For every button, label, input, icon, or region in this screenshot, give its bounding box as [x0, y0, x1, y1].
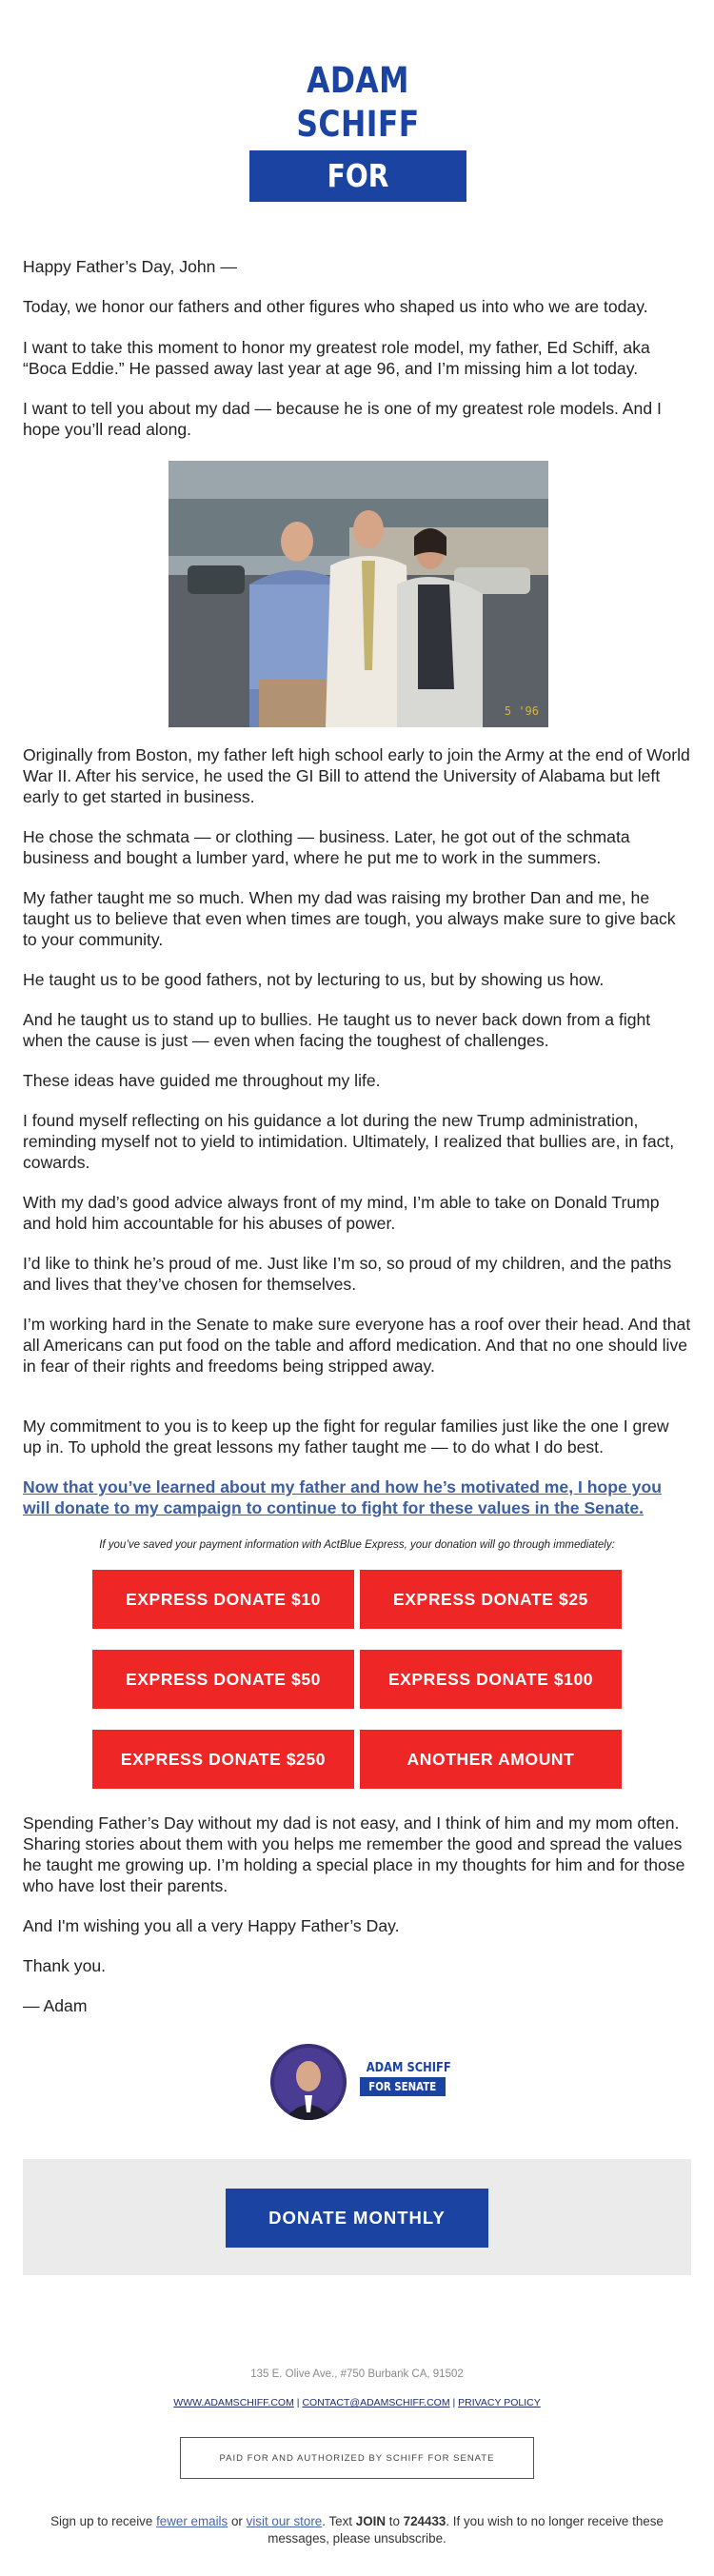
another-amount-button[interactable]: ANOTHER AMOUNT: [360, 1730, 622, 1789]
signup-prefix: Sign up to receive: [50, 2514, 153, 2528]
paid-for-disclaimer: PAID FOR AND AUTHORIZED BY SCHIFF FOR SENATE: [180, 2437, 534, 2479]
visit-store-link[interactable]: visit our store: [246, 2514, 323, 2528]
signoff: — Adam: [23, 1996, 88, 2015]
paragraph: Thank you.: [23, 1956, 107, 1975]
contact-email-link[interactable]: CONTACT@ADAMSCHIFF.COM: [302, 2397, 450, 2408]
avatar: [270, 2044, 347, 2120]
paragraph: Today, we honor our fathers and other figures who shaped us into who we are today.: [23, 297, 648, 316]
avatar-portrait: [270, 2044, 347, 2120]
express-donate-100-button[interactable]: EXPRESS DONATE $100: [360, 1650, 622, 1709]
paragraph: And I'm wishing you all a very Happy Father’s Day.: [23, 1916, 400, 1935]
paragraph: I want to take this moment to honor my greatest role model, my father, Ed Schiff, aka “Boca Eddie.” He passed away last year at age 96, and I’m missing him a lot today.: [23, 338, 650, 378]
express-donate-50-button[interactable]: EXPRESS DONATE $50: [92, 1650, 354, 1709]
sms-shortcode: 724433: [403, 2514, 446, 2528]
paragraph: My father taught me so much. When my dad was raising my brother Dan and me, he taught us to believe that even when times are tough, you always make sure to give back to your community.: [23, 888, 676, 949]
signup-text: . Text: [322, 2514, 353, 2528]
paragraph: Spending Father’s Day without my dad is not easy, and I think of him and my mom often. Sharing stories about them with you helps me remember the good and spread the values he taught me growing up. I’m holding a special place in my thoughts for him and for those who have lost their parents.: [23, 1813, 685, 1895]
family-photo-illustration: [169, 461, 548, 727]
paragraph: He taught us to be good fathers, not by lecturing to us, but by showing us how.: [23, 970, 605, 989]
donate-monthly-button[interactable]: DONATE MONTHLY: [226, 2189, 488, 2248]
signup-notice: [23, 2513, 691, 2547]
paragraph: I want to tell you about my dad — because he is one of my greatest role models. And I hope you’ll read along.: [23, 399, 662, 439]
paragraph: My commitment to you is to keep up the fight for regular families just like the one I grew up in. To uphold the great lessons my father taught me — to do what I do best.: [23, 1417, 669, 1456]
mailing-address: 135 E. Olive Ave., #750 Burbank CA, 91502: [250, 2368, 464, 2380]
paragraph: These ideas have guided me throughout my life.: [23, 1071, 381, 1090]
signup-suffix: . If you wish to no longer receive these messages, please unsubscribe.: [268, 2514, 664, 2546]
website-link[interactable]: WWW.ADAMSCHIFF.COM: [173, 2397, 294, 2408]
paragraph: I’m working hard in the Senate to make sure everyone has a roof over their head. And that all Americans can put food on the table and afford medication. And that no one should live in fear of their rights and freedoms being stripped away.: [23, 1315, 691, 1376]
family-photo: [169, 461, 548, 727]
monthly-donation-panel: [23, 2159, 691, 2275]
donate-appeal-link[interactable]: Now that you’ve learned about my father and how he’s motivated me, I hope you will donate to my campaign to continue to fight for these values in the Senate.: [23, 1477, 662, 1517]
logo-banner: [249, 150, 466, 246]
signup-or: or: [230, 2514, 243, 2528]
logo-name: ADAM SCHIFF: [296, 60, 420, 145]
greeting: Happy Father’s Day, John —: [23, 257, 237, 276]
footer-logo-name: ADAM SCHIFF: [366, 2060, 451, 2075]
actblue-express-note: If you’ve saved your payment information with ActBlue Express, your donation will go through immediately:: [99, 1539, 615, 1551]
paragraph: I’d like to think he’s proud of me. Just like I’m so, so proud of my children, and the paths and lives that they’ve chosen for themselves.: [23, 1254, 672, 1294]
privacy-policy-link[interactable]: PRIVACY POLICY: [458, 2397, 541, 2408]
paragraph: And he taught us to stand up to bullies. He taught us to never back down from a fight when the cause is just — even when facing the toughest of challenges.: [23, 1010, 651, 1050]
link-separator: |: [296, 2397, 300, 2408]
logo-banner-text: FOR SENATE: [300, 157, 416, 246]
footer-campaign-logo: [360, 2060, 451, 2096]
paragraph: With my dad’s good advice always front of my mind, I’m able to take on Donald Trump and hold him accountable for his abuses of power.: [23, 1193, 660, 1233]
fewer-emails-link[interactable]: fewer emails: [156, 2514, 228, 2528]
footer-links: [0, 2397, 714, 2408]
photo-date-stamp: 5 '96: [504, 704, 539, 718]
express-donate-10-button[interactable]: EXPRESS DONATE $10: [92, 1570, 354, 1629]
paragraph: I found myself reflecting on his guidance a lot during the new Trump administration, reminding myself not to yield to intimidation. Ultimately, I realized that bullies are, in fact, cowards.: [23, 1111, 675, 1172]
link-separator: |: [452, 2397, 456, 2408]
join-keyword: JOIN: [355, 2514, 387, 2528]
paragraph: He chose the schmata — or clothing — business. Later, he got out of the schmata business and bought a lumber yard, where he put me to work in the summers.: [23, 827, 630, 867]
express-donate-250-button[interactable]: EXPRESS DONATE $250: [92, 1730, 354, 1789]
footer-logo-banner-text: FOR SENATE: [368, 2080, 437, 2093]
campaign-logo[interactable]: [249, 59, 466, 246]
paragraph: Originally from Boston, my father left high school early to join the Army at the end of World War II. After his service, he used the GI Bill to attend the University of Alabama but left early to get started in business.: [23, 745, 690, 806]
express-donate-25-button[interactable]: EXPRESS DONATE $25: [360, 1570, 622, 1629]
signup-to: to: [388, 2514, 400, 2528]
footer-logo-banner: [360, 2077, 446, 2096]
